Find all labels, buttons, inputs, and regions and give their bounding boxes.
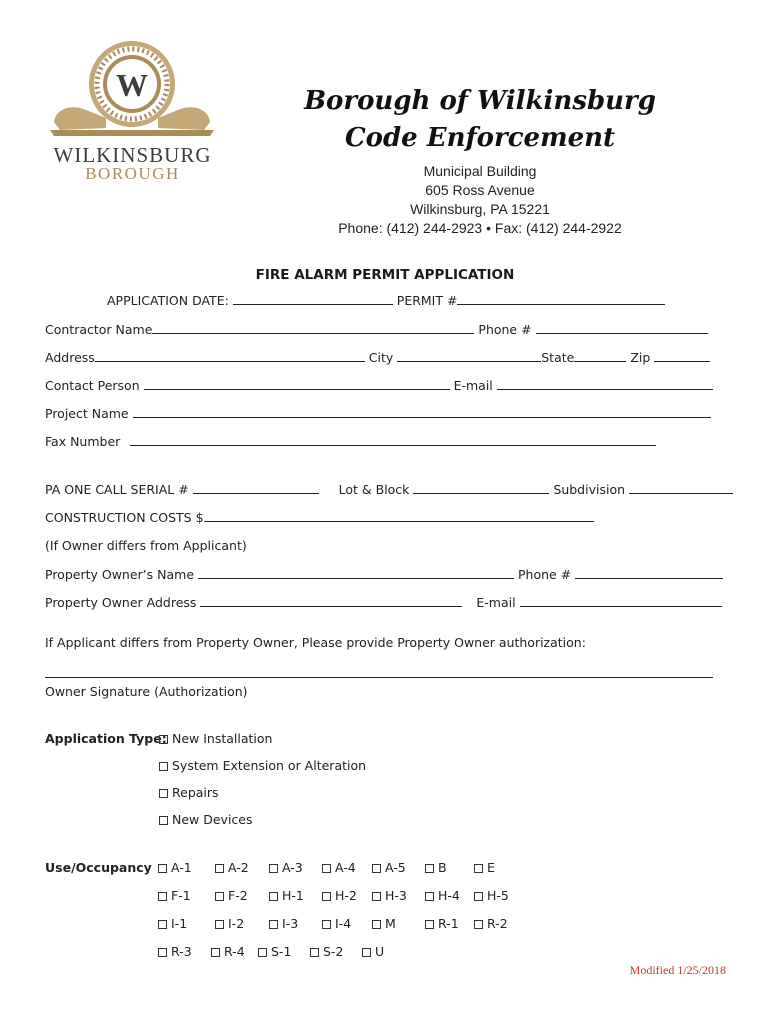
occupancy-checkbox[interactable]: F-1 (158, 888, 191, 903)
svg-text:W: W (116, 67, 148, 103)
application-date-label: APPLICATION DATE: (107, 293, 229, 308)
property-owner-phone-label: Phone # (518, 567, 572, 582)
construction-costs-label: CONSTRUCTION COSTS $ (45, 510, 204, 525)
occupancy-checkbox[interactable]: H-5 (474, 888, 509, 903)
pa-one-call-field[interactable] (193, 482, 319, 494)
page-subtitle: Code Enforcement (344, 123, 616, 153)
contractor-name-label: Contractor Name (45, 322, 153, 337)
app-type-new-devices[interactable]: New Devices (159, 812, 253, 827)
contractor-phone-label: Phone # (478, 322, 532, 337)
app-type-system-extension[interactable]: System Extension or Alteration (159, 758, 366, 773)
occupancy-checkbox[interactable]: R-3 (158, 944, 192, 959)
pa-one-call-label: PA ONE CALL SERIAL # (45, 482, 189, 497)
occupancy-checkbox[interactable]: B (425, 860, 447, 875)
occupancy-checkbox[interactable]: S-1 (258, 944, 291, 959)
occupancy-checkbox[interactable]: R-2 (474, 916, 508, 931)
contractor-row (45, 322, 708, 337)
address-row (45, 350, 710, 365)
contact-email-field[interactable] (497, 378, 713, 390)
occupancy-checkbox[interactable]: H-2 (322, 888, 357, 903)
occupancy-checkbox[interactable]: A-3 (269, 860, 303, 875)
contact-email-label: E-mail (453, 378, 493, 393)
clock-emblem-icon (46, 38, 218, 148)
contractor-name-field[interactable] (152, 322, 474, 334)
owner-signature-field[interactable] (45, 668, 713, 678)
state-field[interactable] (574, 350, 626, 362)
page-title: Borough of Wilkinsburg (304, 86, 656, 116)
project-name-label: Project Name (45, 406, 129, 421)
fax-row (45, 434, 656, 449)
construction-costs-row (45, 510, 594, 525)
owner-signature-label: Owner Signature (Authorization) (45, 684, 248, 699)
contractor-phone-field[interactable] (536, 322, 708, 334)
form-heading: FIRE ALARM PERMIT APPLICATION (255, 267, 515, 283)
authorization-note: If Applicant differs from Property Owner, Please provide Property Owner authorization: (45, 635, 586, 650)
occupancy-checkbox[interactable]: I-4 (322, 916, 351, 931)
logo-name: WILKINSBURG (53, 143, 212, 167)
property-owner-name-label: Property Owner’s Name (45, 567, 195, 582)
checkbox-icon (159, 762, 168, 771)
logo-subtitle: BOROUGH (85, 164, 180, 183)
pa-one-call-row (45, 482, 733, 497)
permit-label: PERMIT # (396, 293, 458, 308)
occupancy-checkbox[interactable]: U (362, 944, 384, 959)
occupancy-checkbox[interactable]: A-4 (322, 860, 356, 875)
checkbox-icon (159, 735, 168, 744)
application-type-label: Application Type: (45, 731, 167, 746)
checkbox-icon (159, 789, 168, 798)
property-owner-address-label: Property Owner Address (45, 595, 197, 610)
permit-field[interactable] (457, 293, 665, 305)
fax-number-field[interactable] (130, 434, 656, 446)
property-owner-name-field[interactable] (198, 567, 514, 579)
zip-field[interactable] (654, 350, 710, 362)
use-occupancy-label: Use/Occupancy (45, 860, 152, 875)
property-owner-address-row (45, 595, 722, 610)
property-owner-email-field[interactable] (520, 595, 722, 607)
app-type-new-installation[interactable]: New Installation (159, 731, 272, 746)
application-date-row (107, 293, 665, 308)
lot-block-field[interactable] (413, 482, 549, 494)
lot-block-label: Lot & Block (338, 482, 410, 497)
fax-number-label: Fax Number (45, 434, 121, 449)
zip-label: Zip (630, 350, 651, 365)
occupancy-checkbox[interactable]: E (474, 860, 495, 875)
occupancy-checkbox[interactable]: S-2 (310, 944, 343, 959)
occupancy-checkbox[interactable]: A-1 (158, 860, 192, 875)
occupancy-checkbox[interactable]: F-2 (215, 888, 248, 903)
address-label: Address (45, 350, 95, 365)
occupancy-checkbox[interactable]: I-2 (215, 916, 244, 931)
occupancy-checkbox[interactable]: H-3 (372, 888, 407, 903)
address-line-3: Wilkinsburg, PA 15221 (410, 201, 550, 217)
city-label: City (368, 350, 394, 365)
occupancy-checkbox[interactable]: H-1 (269, 888, 304, 903)
occupancy-checkbox[interactable]: A-2 (215, 860, 249, 875)
city-field[interactable] (397, 350, 541, 362)
occupancy-checkbox[interactable]: R-1 (425, 916, 459, 931)
owner-differs-note: (If Owner differs from Applicant) (45, 538, 247, 553)
phone-fax-line: Phone: (412) 244-2923 • Fax: (412) 244-2922 (338, 220, 622, 236)
app-type-repairs[interactable]: Repairs (159, 785, 219, 800)
subdivision-label: Subdivision (553, 482, 626, 497)
occupancy-checkbox[interactable]: I-1 (158, 916, 187, 931)
address-line-2: 605 Ross Avenue (425, 182, 535, 198)
occupancy-checkbox[interactable]: A-5 (372, 860, 406, 875)
property-owner-row (45, 567, 723, 582)
state-label: State (541, 350, 575, 365)
property-owner-email-label: E-mail (476, 595, 516, 610)
contact-person-label: Contact Person (45, 378, 140, 393)
modified-date: Modified 1/25/2018 (629, 963, 726, 977)
subdivision-field[interactable] (629, 482, 733, 494)
contact-person-field[interactable] (144, 378, 450, 390)
property-owner-phone-field[interactable] (575, 567, 723, 579)
project-name-field[interactable] (133, 406, 711, 418)
address-field[interactable] (95, 350, 365, 362)
address-line-1: Municipal Building (423, 163, 537, 179)
occupancy-checkbox[interactable]: R-4 (211, 944, 245, 959)
borough-logo (46, 38, 218, 188)
application-date-field[interactable] (233, 293, 393, 305)
contact-row (45, 378, 713, 393)
construction-costs-field[interactable] (204, 510, 594, 522)
property-owner-address-field[interactable] (200, 595, 462, 607)
occupancy-checkbox[interactable]: M (372, 916, 396, 931)
checkbox-icon (159, 816, 168, 825)
occupancy-checkbox[interactable]: I-3 (269, 916, 298, 931)
occupancy-checkbox[interactable]: H-4 (425, 888, 460, 903)
project-row (45, 406, 711, 421)
